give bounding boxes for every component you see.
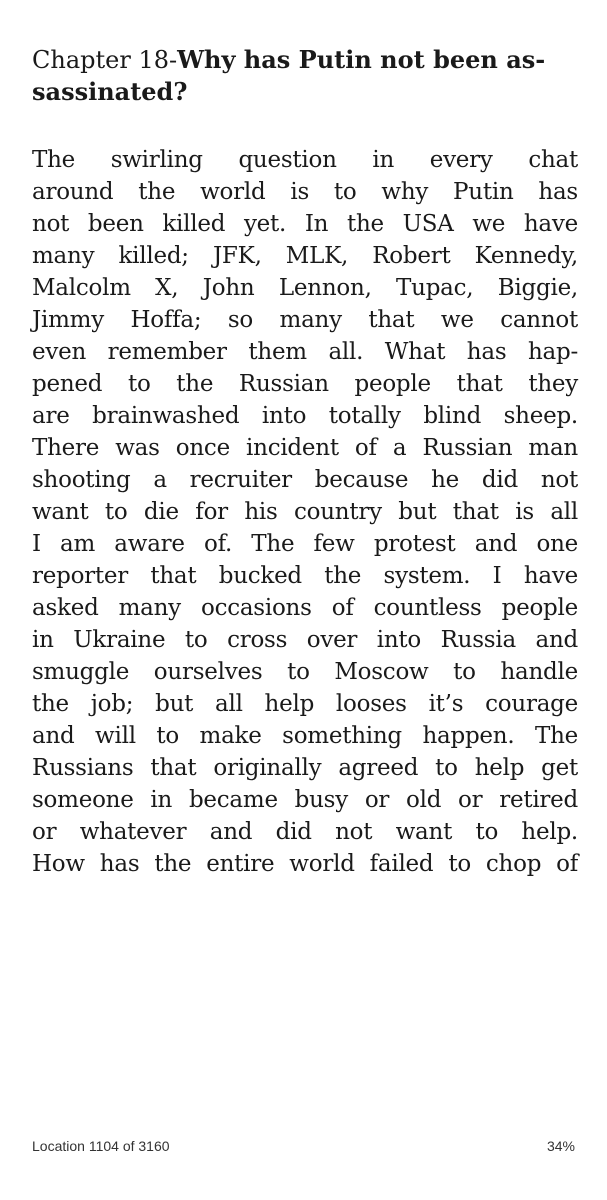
chapter-heading [32, 44, 578, 108]
body-line: are brainwashed into totally blind sheep. [32, 403, 578, 429]
body-line: many killed; JFK, MLK, Robert Kennedy, [32, 243, 578, 269]
body-line: pened to the Russian people that they [32, 371, 578, 397]
location-indicator[interactable]: Location 1104 of 3160 [32, 1138, 170, 1154]
body-line: the job; but all help looses it’s courage [32, 691, 578, 717]
chapter-heading-line-1 [32, 44, 578, 76]
body-line: even remember them all. What has hap- [32, 339, 578, 365]
body-line: around the world is to why Putin has [32, 179, 578, 205]
body-line: want to die for his country but that is all [32, 499, 578, 525]
body-line: in Ukraine to cross over into Russia and [32, 627, 578, 653]
body-line: someone in became busy or old or retired [32, 787, 578, 813]
body-line: asked many occasions of countless people [32, 595, 578, 621]
body-line: I am aware of. The few protest and one [32, 531, 578, 557]
body-line: Russians that originally agreed to help get [32, 755, 578, 781]
progress-percent[interactable]: 34% [546, 1138, 575, 1154]
body-line: How has the entire world failed to chop of [32, 851, 578, 877]
chapter-title-part-1: Why has Putin not been as- [177, 45, 546, 74]
body-line: reporter that bucked the system. I have [32, 563, 578, 589]
body-line: There was once incident of a Russian man [32, 435, 578, 461]
chapter-body [32, 144, 578, 880]
body-line: Jimmy Hoffa; so many that we cannot [32, 307, 578, 333]
body-line: and will to make something happen. The [32, 723, 578, 749]
body-line: not been killed yet. In the USA we have [32, 211, 578, 237]
body-line: shooting a recruiter because he did not [32, 467, 578, 493]
chapter-number: Chapter 18- [32, 46, 178, 74]
body-line: Malcolm X, John Lennon, Tupac, Biggie, [32, 275, 578, 301]
chapter-title-part-2: sassinated? [32, 77, 188, 106]
reading-progress-footer[interactable] [32, 1138, 575, 1160]
body-line: or whatever and did not want to help. [32, 819, 578, 845]
body-line: smuggle ourselves to Moscow to handle [32, 659, 578, 685]
body-line: The swirling question in every chat [32, 147, 578, 173]
